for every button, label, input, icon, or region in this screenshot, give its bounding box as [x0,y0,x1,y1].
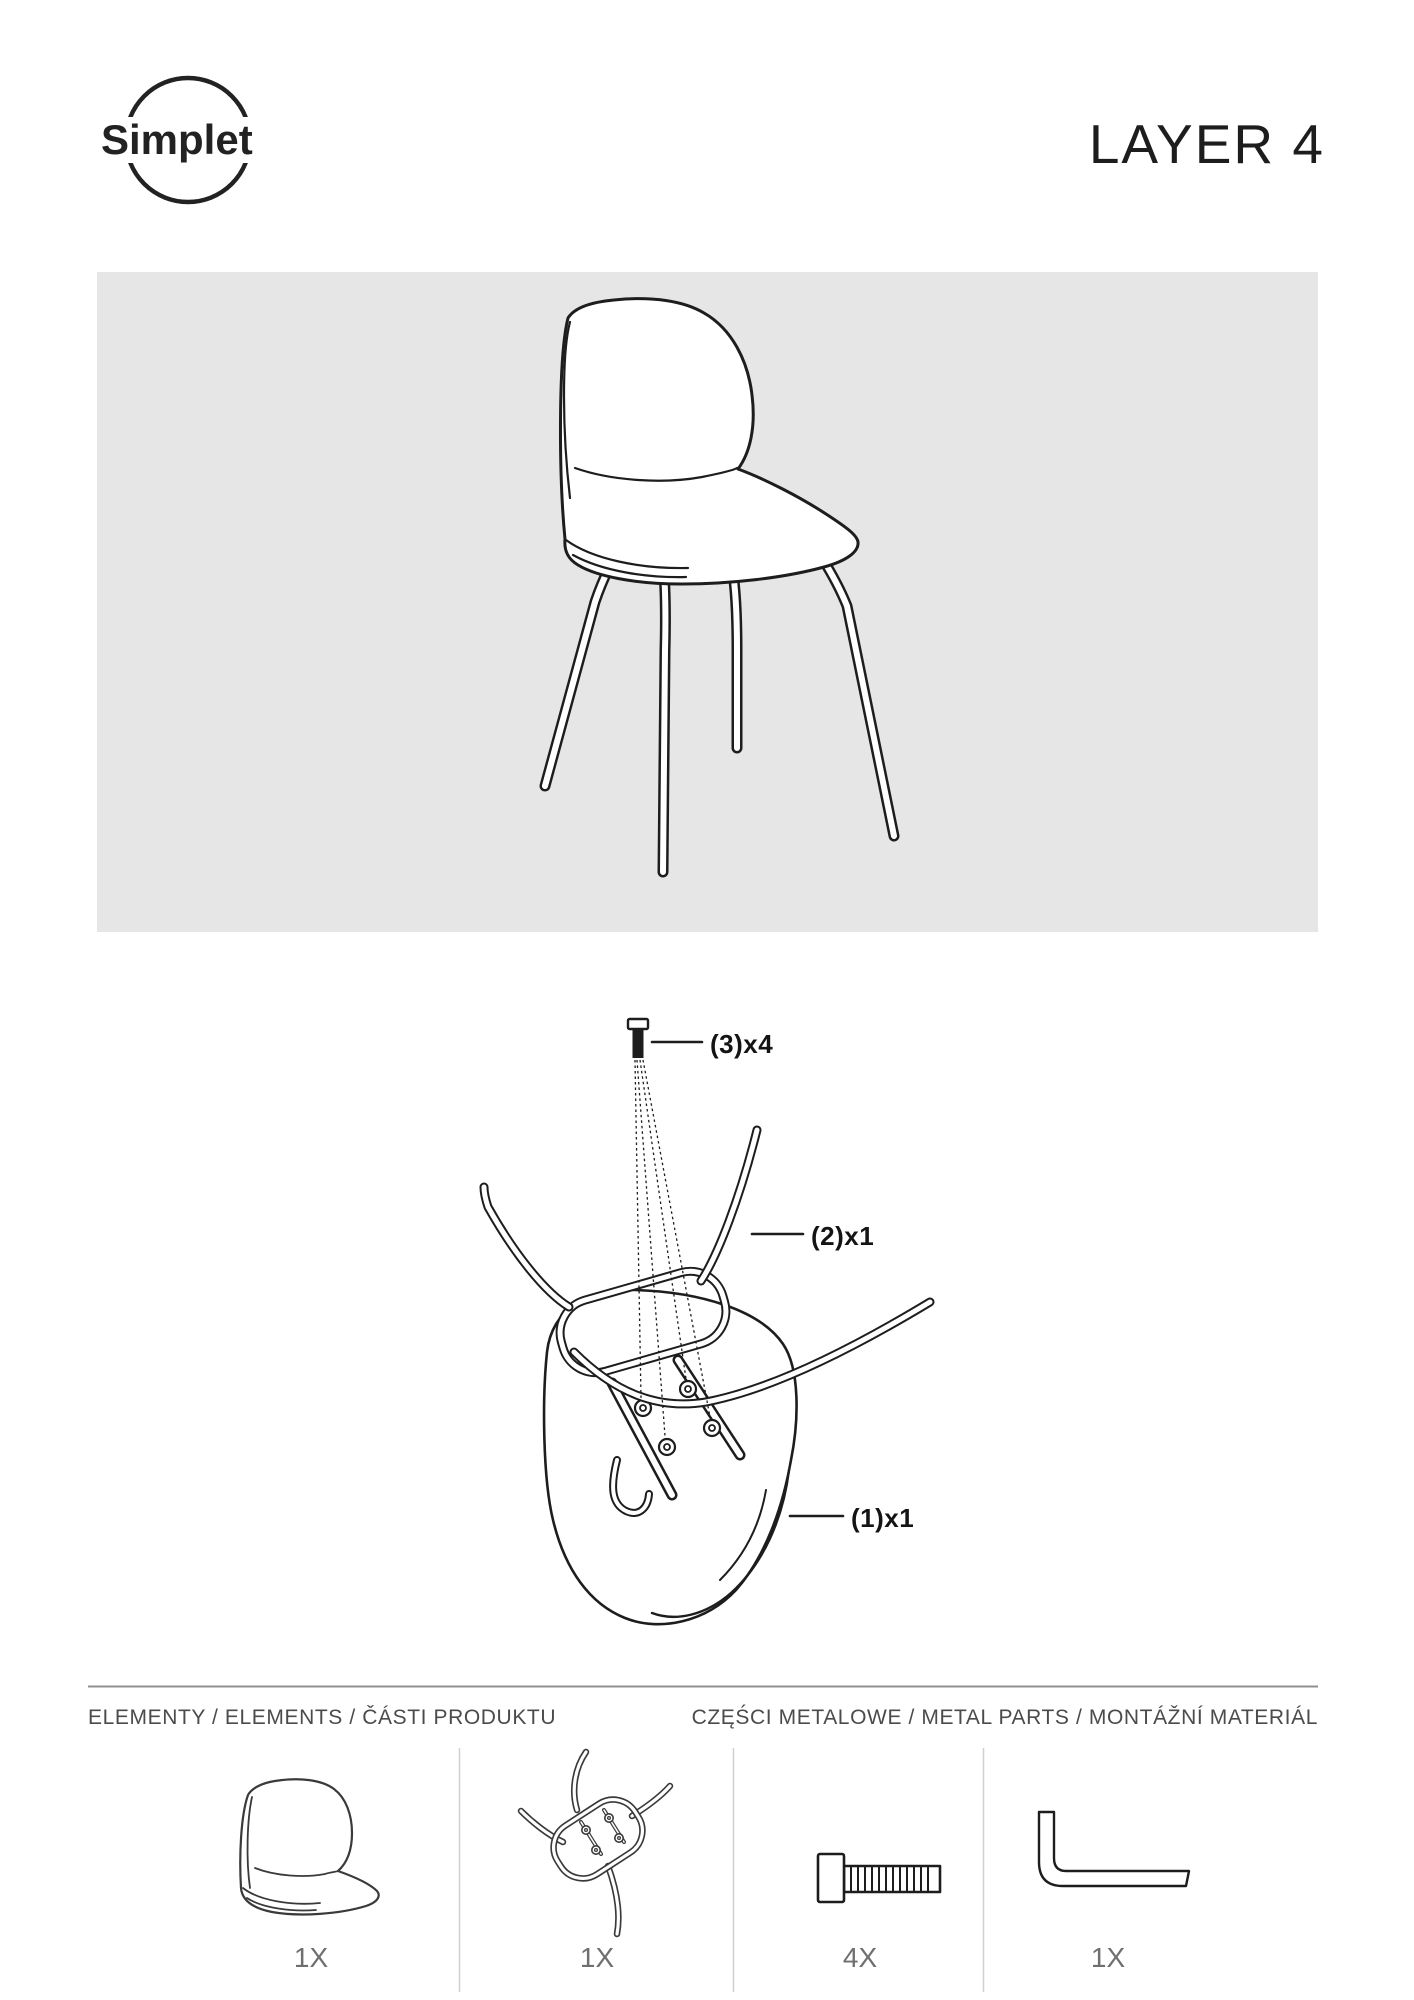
mounting-rails [612,1360,740,1495]
seat-shell-icon [240,1779,378,1914]
screw-qty-label: (3)x4 [710,1029,774,1059]
seat-shell-quantity: 1X [293,1942,329,1973]
shell-hook-detail [613,1460,649,1513]
allen-key-icon [1039,1812,1189,1886]
bolt-threads [851,1866,928,1892]
shell-qty-label: (1)x1 [851,1503,915,1533]
page-title: LAYER 4 [1088,113,1325,175]
brand-logo-text: Simplet [97,117,257,163]
hero-panel [97,272,1318,932]
screw-holes [635,1381,720,1455]
metal-frame-icon [521,1752,670,1934]
allen-key-quantity: 1X [1090,1942,1126,1973]
parts-section-lines [88,1687,1318,1993]
exploded-seat-shell [544,1290,796,1624]
exploded-diagram [484,1019,930,1624]
brand-logo [95,74,295,206]
label-leader-lines [652,1042,843,1516]
screw-icon [628,1019,648,1058]
metal-frame-quantity: 1X [579,1942,615,1973]
allen-bolt-icon [818,1854,940,1902]
alignment-dotted-lines [635,1060,710,1436]
metal-parts-section-header: CZĘŚCI METALOWE / METAL PARTS / MONTÁŽNÍ MATERIÁL [691,1706,1318,1729]
frame-qty-label: (2)x1 [811,1221,875,1251]
exploded-metal-frame [484,1130,930,1404]
allen-bolt-quantity: 4X [842,1942,878,1973]
elements-section-header: ELEMENTY / ELEMENTS / ČÁSTI PRODUKTU [88,1706,557,1729]
